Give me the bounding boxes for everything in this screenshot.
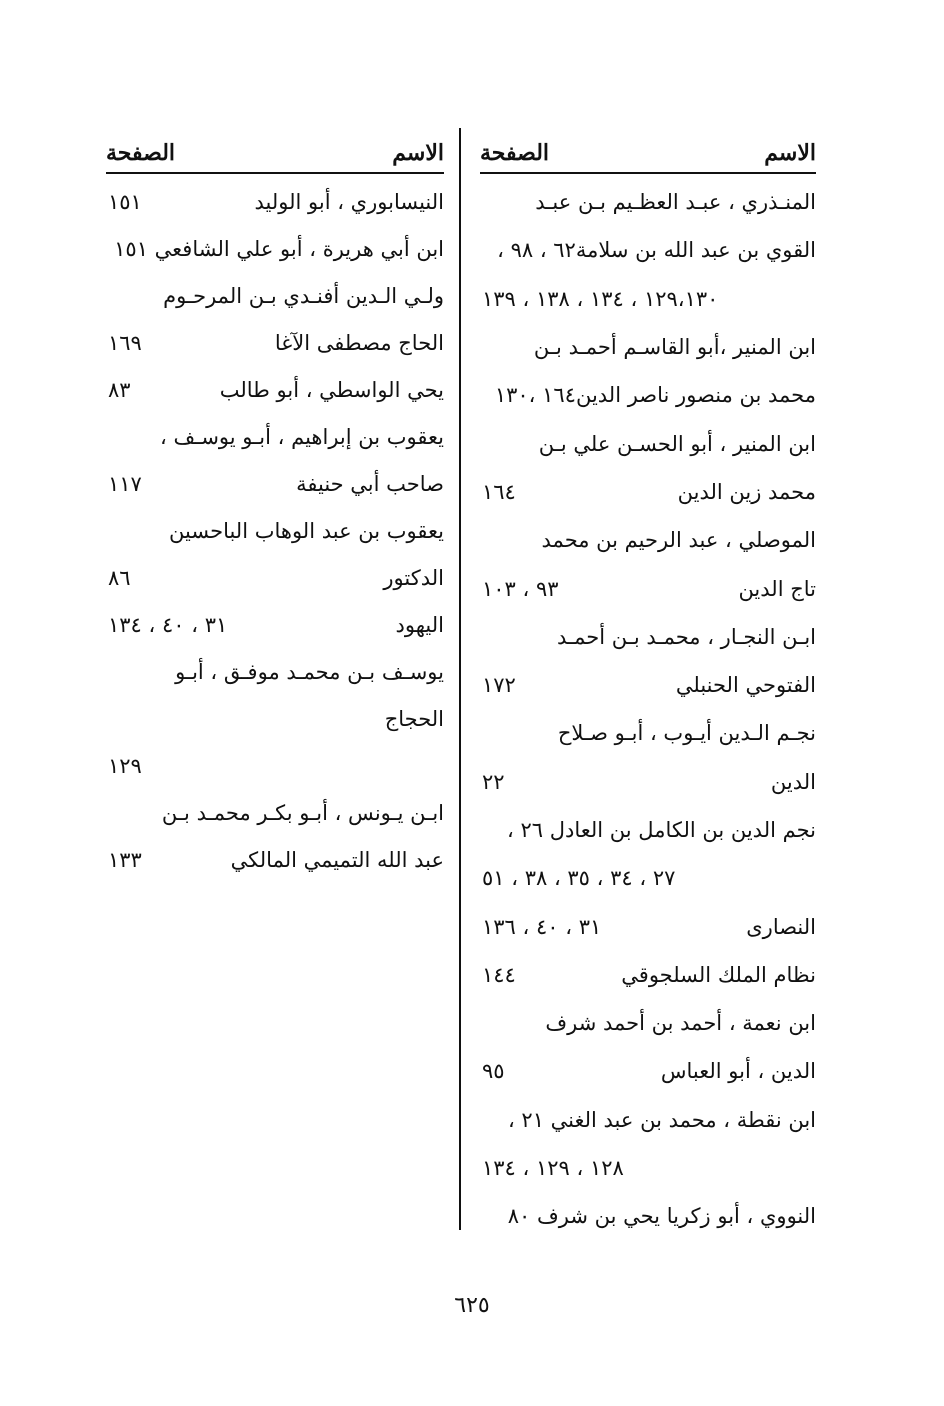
- entry-name: المنـذري ، عبـد العظـيم بـن عبـد: [535, 190, 816, 215]
- entry-name: النصارى: [746, 914, 816, 939]
- entry-name: ابن المنير ، أبو الحسـن علي بـن: [538, 431, 816, 456]
- index-entry: [480, 323, 816, 371]
- index-entry: [106, 413, 444, 460]
- index-entry: [480, 999, 816, 1047]
- page-header: الصفحة: [106, 140, 176, 166]
- index-entry: [480, 1096, 816, 1144]
- index-entry: [480, 468, 816, 516]
- entry-pages: ٣١ ، ٤٠ ، ١٣٦: [482, 914, 602, 939]
- index-entry: [106, 225, 444, 272]
- entry-name: يحي الواسطي ، أبو طالب: [219, 377, 444, 402]
- index-entry: [106, 507, 444, 554]
- entry-pages: ١٦٩: [108, 330, 142, 355]
- entry-pages: ١٥١: [108, 189, 142, 214]
- entry-name: الدين ، أبو العباس: [660, 1059, 816, 1084]
- index-entry: [480, 806, 816, 854]
- entry-pages: ٢٧ ، ٣٤ ، ٣٥ ، ٣٨ ، ٥١: [482, 866, 676, 891]
- entry-pages: ١٧٢: [482, 673, 516, 698]
- index-entry: [106, 460, 444, 507]
- page-header: الصفحة: [480, 140, 550, 166]
- index-entry: [480, 1192, 816, 1240]
- entry-name: اليهود: [395, 612, 444, 637]
- entry-pages: ٨٣: [108, 377, 131, 402]
- entry-name: يوسـف بـن محمـد موفـق ، أبـو: [175, 659, 444, 684]
- entry-pages: ٢٢: [482, 769, 505, 794]
- entry-name: الحاج مصطفى الآغا: [274, 330, 444, 355]
- entry-name: نجـم الـدين أيـوب ، أبـو صـلاح: [557, 721, 816, 746]
- index-entry: [480, 951, 816, 999]
- column-header: [480, 138, 816, 174]
- entry-name: تاج الدين: [738, 576, 816, 601]
- index-entries: [480, 174, 816, 1241]
- index-entry: [480, 226, 816, 274]
- entry-name: يعقوب بن إبراهيم ، أبـو يوسـف ،: [159, 424, 444, 449]
- entry-name: نظام الملك السلجوقي: [621, 962, 816, 987]
- column-divider: [459, 128, 461, 1230]
- entry-pages: ١٣٣: [108, 847, 142, 872]
- index-entry: [106, 742, 444, 789]
- index-entry: [480, 178, 816, 226]
- entry-name: ابـن النجـار ، محمـد بـن أحمـد: [556, 624, 816, 649]
- index-entry: [106, 836, 444, 883]
- entry-name: ابن المنير ،أبو القاسـم أحمـد بـن: [533, 335, 816, 360]
- entry-pages: ١١٧: [108, 471, 142, 496]
- index-column-right: [480, 138, 816, 1241]
- index-entry: [106, 319, 444, 366]
- index-entry: [106, 695, 444, 742]
- entry-pages: ٨٦: [108, 565, 131, 590]
- index-entry: [480, 709, 816, 757]
- column-header: [106, 138, 444, 174]
- entry-name: الموصلي ، عبد الرحيم بن محمد: [541, 528, 816, 553]
- index-column-left: [106, 138, 444, 883]
- entry-name: الحجاج: [384, 706, 444, 731]
- entry-name: ابـن يـونس ، أبـو بكـر محمـد بـن: [161, 800, 444, 825]
- entry-name: محمد زين الدين: [677, 479, 816, 504]
- entry-name: ابن نعمة ، أحمد بن أحمد شرف: [545, 1011, 816, 1036]
- index-entry: [480, 613, 816, 661]
- index-entry: [480, 371, 816, 419]
- index-entry: [480, 661, 816, 709]
- entry-pages: ١٢٩: [108, 753, 142, 778]
- entry-name: القوي بن عبد الله بن سلامة٦٢ ، ٩٨ ،: [497, 238, 816, 263]
- index-entry: [106, 272, 444, 319]
- entry-name: نجم الدين بن الكامل بن العادل ٢٦ ،: [507, 818, 816, 842]
- index-entry: [480, 758, 816, 806]
- entry-pages: ٣١ ، ٤٠ ، ١٣٤: [108, 612, 228, 637]
- index-entry: [480, 902, 816, 950]
- entry-name: صاحب أبي حنيفة: [296, 471, 444, 496]
- entry-name: عبد الله التميمي المالكي: [230, 847, 444, 872]
- entry-pages: ١٤٤: [482, 962, 516, 987]
- index-entry: [480, 854, 816, 902]
- entry-pages: ٩٣ ، ١٠٣: [482, 576, 559, 601]
- index-entry: [480, 1047, 816, 1095]
- entry-pages: ١٦٤: [482, 479, 516, 504]
- entry-name: الدكتور: [383, 565, 444, 590]
- index-entry: [480, 516, 816, 564]
- index-entry: [480, 419, 816, 467]
- entry-name: ابن نقطة ، محمد بن عبد الغني ٢١ ،: [507, 1107, 816, 1132]
- name-header: الاسم: [764, 140, 816, 166]
- index-entry: [480, 1144, 816, 1192]
- entry-name: ابن أبي هريرة ، أبو علي الشافعي ١٥١: [114, 236, 444, 261]
- index-entry: [106, 601, 444, 648]
- entry-pages: ٩٥: [482, 1059, 505, 1084]
- entry-name: يعقوب بن عبد الوهاب الباحسين: [169, 518, 444, 543]
- entry-name: ولـي الـدين أفنـدي بـن المرحـوم: [163, 283, 444, 308]
- index-entry: [106, 648, 444, 695]
- entry-pages: ١٢٨ ، ١٢٩ ، ١٣٤: [482, 1156, 624, 1181]
- entry-pages: ١٢٩،١٣٠ ، ١٣٤ ، ١٣٨ ، ١٣٩: [482, 286, 719, 311]
- entry-name: الفتوحي الحنبلي: [675, 673, 816, 698]
- index-entry: [106, 178, 444, 225]
- index-entry: [106, 554, 444, 601]
- entry-name: النووي ، أبو زكريا يحي بن شرف ٨٠: [507, 1204, 816, 1229]
- index-entry: [106, 789, 444, 836]
- entry-name: محمد بن منصور ناصر الدين١٦٤ ،١٣٠: [494, 383, 816, 408]
- index-entries: [106, 174, 444, 883]
- index-entry: [480, 275, 816, 323]
- entry-name: الدين: [770, 769, 816, 794]
- name-header: الاسم: [392, 140, 444, 166]
- index-entry: [480, 564, 816, 612]
- page-number: ٦٢٥: [454, 1293, 490, 1318]
- entry-name: النيسابوري ، أبو الوليد: [254, 189, 444, 214]
- index-entry: [106, 366, 444, 413]
